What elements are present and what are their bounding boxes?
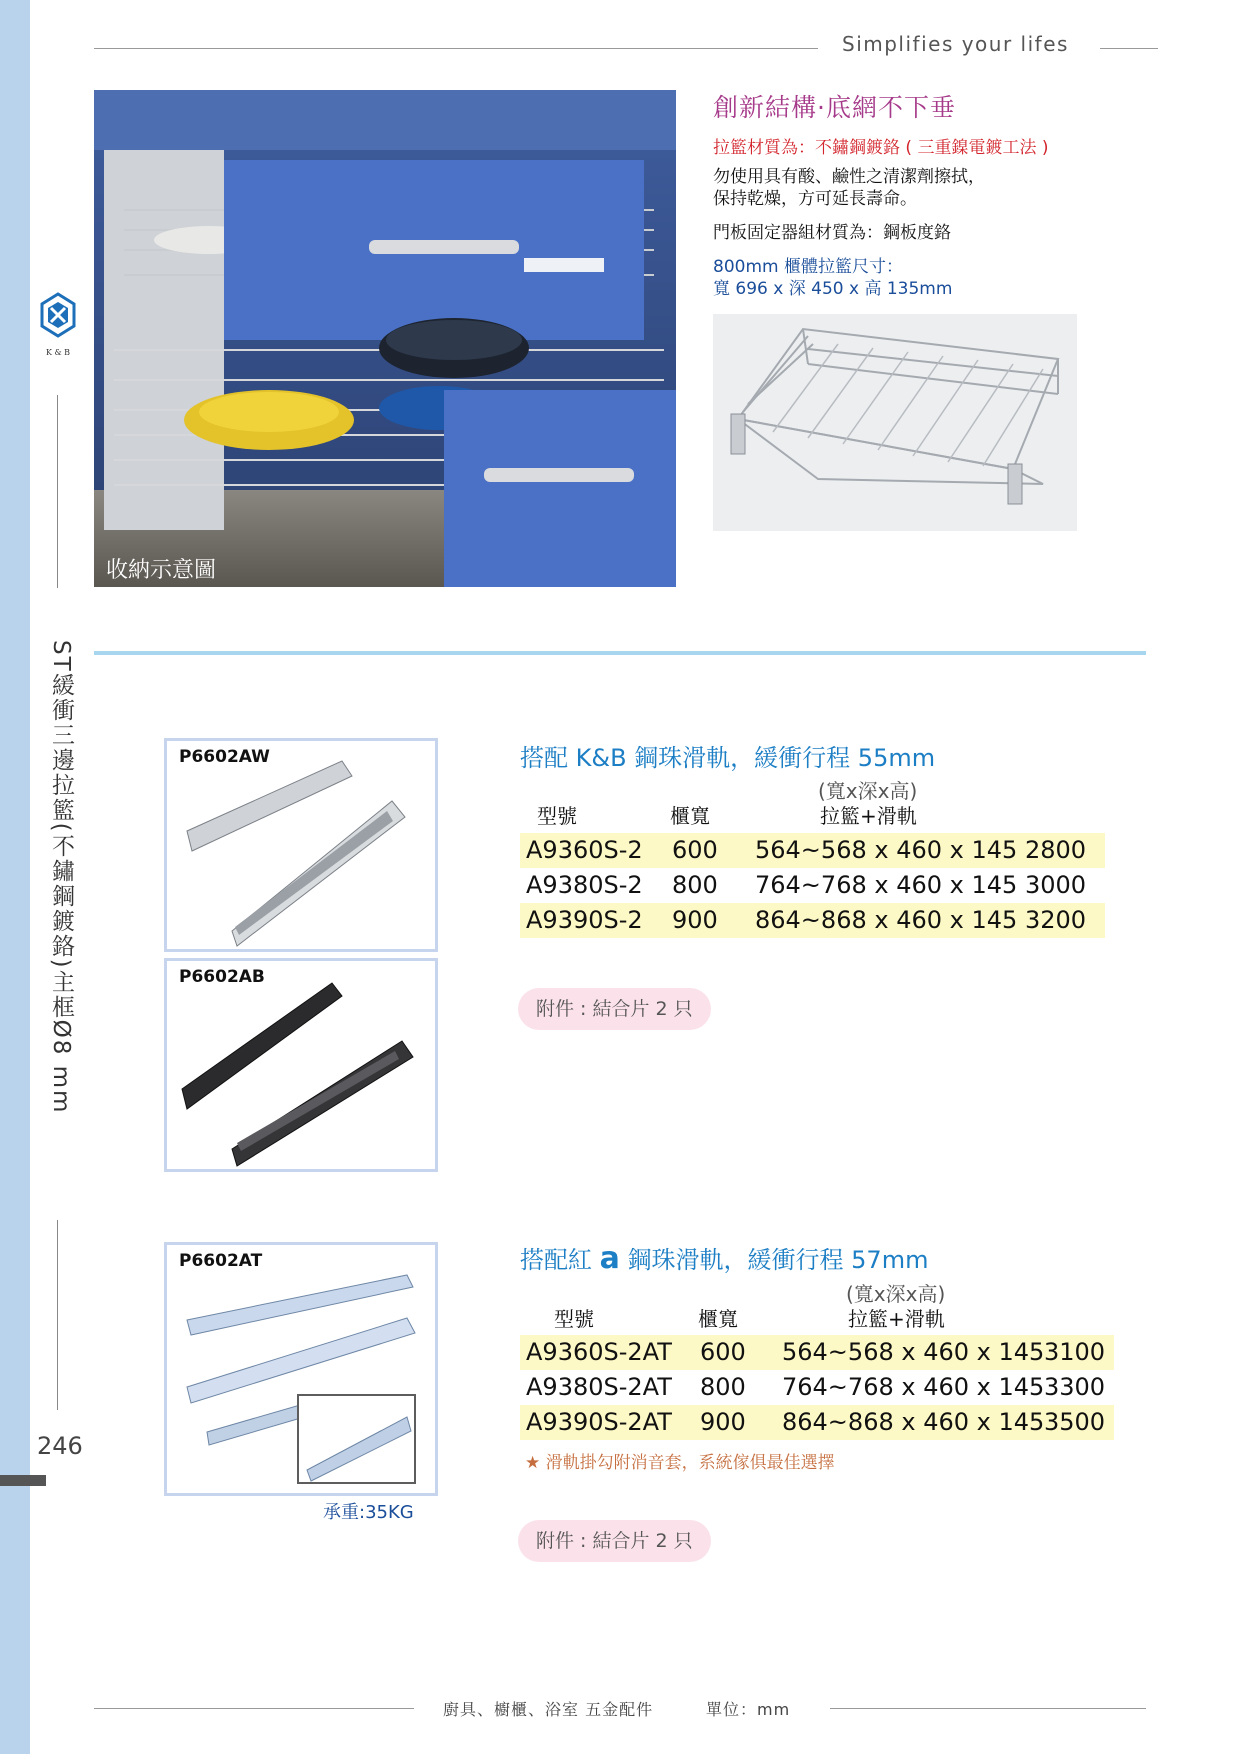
side-rule-bottom — [57, 1220, 58, 1410]
section1-title: 搭配 K&B 鋼珠滑軌，緩衝行程 55mm — [520, 744, 936, 772]
material-line: 拉籃材質為：不鏽鋼鍍鉻 ( 三重鎳電鍍工法 ) — [713, 138, 1049, 158]
row-dims: 864~868 x 460 x 145 — [782, 1408, 1045, 1436]
row-width: 600 — [700, 1338, 746, 1366]
row-width: 800 — [672, 871, 718, 899]
load-capacity: 承重:35KG — [323, 1502, 414, 1523]
section1-accessory-badge: 附件 : 結合片 2 只 — [518, 988, 711, 1030]
slide-rail-silver-image — [167, 741, 435, 949]
product-card-p6602aw — [164, 738, 438, 952]
care-line-2: 保持乾燥，方可延長壽命。 — [713, 189, 917, 209]
footer-rule-left — [94, 1708, 414, 1709]
brand-logo-text: K & B — [45, 348, 71, 357]
sidebar-strip — [0, 0, 30, 1754]
row-width: 900 — [672, 906, 718, 934]
row-model: A9390S-2 — [526, 906, 643, 934]
section1-head-model: 型號 — [537, 804, 577, 828]
section2-title — [520, 1240, 928, 1276]
row-dims: 864~868 x 460 x 145 — [755, 906, 1018, 934]
row-price: 2800 — [1025, 836, 1087, 864]
row-model: A9360S-2 — [526, 836, 643, 864]
section2-title-post: 鋼珠滑軌，緩衝行程 57mm — [627, 1246, 929, 1274]
hero-kitchen-image — [94, 90, 676, 587]
section2-accessory-badge: 附件 : 結合片 2 只 — [518, 1520, 711, 1562]
section1-row — [520, 868, 1105, 903]
section2-note: ★ 滑軌掛勾附消音套，系統傢俱最佳選擇 — [525, 1453, 835, 1473]
basket-product-image — [713, 314, 1077, 531]
section1-head-width: 櫃寬 — [670, 804, 710, 828]
product-code: P6602AW — [179, 747, 270, 767]
section1-head-dims-sub: (寬x深x高) — [818, 779, 918, 803]
section2-head-model: 型號 — [554, 1307, 594, 1331]
footer-rule-right — [830, 1708, 1146, 1709]
section2-row — [520, 1405, 1114, 1440]
footer-unit: 單位：mm — [706, 1700, 791, 1719]
row-model: A9390S-2AT — [526, 1408, 672, 1436]
row-width: 900 — [700, 1408, 746, 1436]
brand-logo-icon — [40, 292, 76, 346]
section2-head-width: 櫃寬 — [698, 1307, 738, 1331]
product-card-p6602ab — [164, 958, 438, 1172]
slide-rail-blum-image — [167, 1245, 435, 1493]
row-dims: 764~768 x 460 x 145 — [782, 1373, 1045, 1401]
section1-row — [520, 833, 1105, 868]
section2-title-pre: 搭配紅 — [520, 1246, 592, 1274]
section2-row — [520, 1335, 1114, 1370]
side-rule-top — [57, 395, 58, 588]
care-line-1: 勿使用具有酸、鹼性之清潔劑擦拭， — [713, 167, 985, 187]
row-price: 3500 — [1044, 1408, 1106, 1436]
row-dims: 564~568 x 460 x 145 — [755, 836, 1018, 864]
section2-head-dims-sub: (寬x深x高) — [846, 1282, 946, 1306]
door-fixer-material: 門板固定器組材質為：鋼板度鉻 — [713, 223, 951, 243]
header-rule-right — [1100, 48, 1158, 49]
row-width: 600 — [672, 836, 718, 864]
row-model: A9360S-2AT — [526, 1338, 672, 1366]
row-model: A9380S-2AT — [526, 1373, 672, 1401]
section1-row — [520, 903, 1105, 938]
size-value: 寬 696 x 深 450 x 高 135mm — [713, 279, 953, 299]
section-divider — [94, 651, 1146, 655]
row-dims: 764~768 x 460 x 145 — [755, 871, 1018, 899]
footer-category: 廚具、櫥櫃、浴室 五金配件 — [443, 1700, 654, 1719]
hero-caption: 收納示意圖 — [106, 558, 217, 583]
row-price: 3300 — [1044, 1373, 1106, 1401]
section1-head-dims: 拉籃+滑軌 — [820, 804, 917, 828]
tagline: Simplifies your lifes — [842, 32, 1069, 56]
product-card-p6602at — [164, 1242, 438, 1496]
blum-logo-icon: a — [599, 1241, 620, 1276]
product-code: P6602AT — [179, 1251, 263, 1271]
page-number-bar — [0, 1475, 46, 1486]
row-model: A9380S-2 — [526, 871, 643, 899]
row-price: 3000 — [1025, 871, 1087, 899]
page-number: 246 — [37, 1432, 83, 1460]
row-price: 3100 — [1044, 1338, 1106, 1366]
row-dims: 564~568 x 460 x 145 — [782, 1338, 1045, 1366]
header-rule-left — [94, 48, 818, 49]
size-title: 800mm 櫃體拉籃尺寸： — [713, 257, 903, 277]
slide-rail-black-image — [167, 961, 435, 1169]
product-code: P6602AB — [179, 967, 265, 987]
section2-row — [520, 1370, 1114, 1405]
vertical-title: ST緩衝三邊拉籃(不鏽鋼鍍鉻)主框Ø8 mm — [48, 640, 74, 1115]
row-price: 3200 — [1025, 906, 1087, 934]
feature-title: 創新結構·底網不下垂 — [713, 93, 956, 122]
section2-head-dims: 拉籃+滑軌 — [848, 1307, 945, 1331]
row-width: 800 — [700, 1373, 746, 1401]
